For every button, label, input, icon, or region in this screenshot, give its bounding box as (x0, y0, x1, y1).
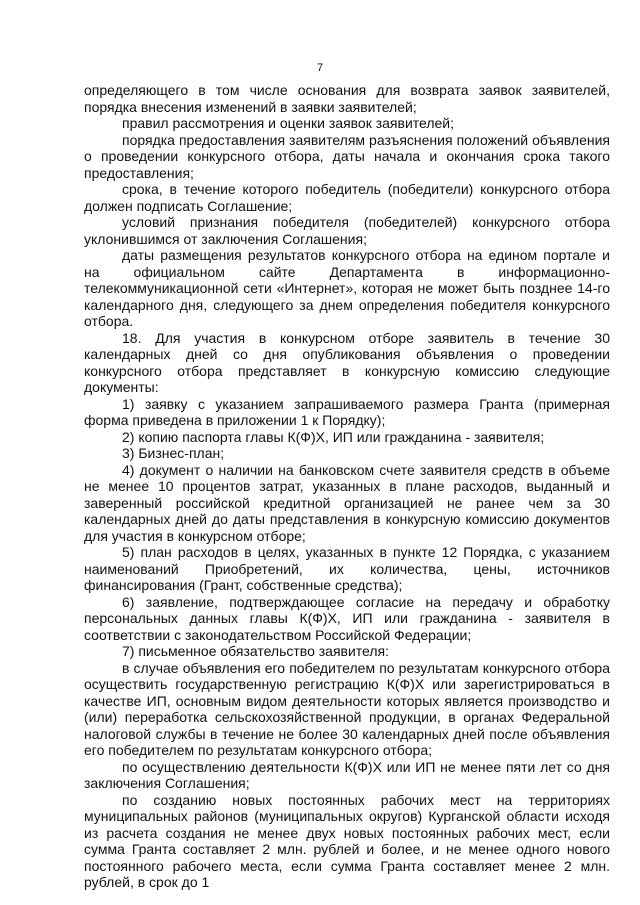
paragraph: 18. Для участия в конкурсном отборе заявитель в течение 30 календарных дней со дня опубликования объявления о проведении конкурсного отбора представляет в конкурсную комиссию следующие документы: (84, 329, 610, 395)
list-item: 6) заявление, подтверждающее согласие на передачу и обработку персональных данных главы К(Ф)Х, ИП или гражданина - заявителя в соответствии с законодательством Российской Федерации; (84, 593, 610, 643)
paragraph: по осуществлению деятельности К(Ф)Х или ИП не менее пяти лет со дня заключения Соглашения; (84, 758, 610, 791)
list-item: 2) копию паспорта главы К(Ф)Х, ИП или гражданина - заявителя; (122, 428, 545, 445)
list-item: 7) письменное обязательство заявителя: (122, 643, 390, 659)
list-item: 5) план расходов в целях, указанных в пункте 12 Порядка, с указанием наименований Приобретений, их количества, цены, источников финансирования (Грант, собственные средства); (84, 544, 610, 593)
document-body (84, 82, 610, 891)
paragraph: в случае объявления его победителем по результатам конкурсного отбора осуществить государственную регистрацию К(Ф)Х или зарегистрироваться в качестве ИП, основным видом деятельности которых является производство и (или) переработка сельскохозяйственной продукции, в органах Федеральной налоговой службы в течение не более 30 календарных дней после объявления его победителем по результатам конкурсного отбора; (84, 659, 610, 758)
paragraph: порядка предоставления заявителям разъяснения положений объявления о проведении конкурсного отбора, даты начала и окончания срока такого предоставления; (84, 131, 610, 181)
paragraph: даты размещения результатов конкурсного отбора на едином портале и на официальном сайте Департамента в информационно-телекоммуникационной сети «Интернет», которая не может быть позднее 14-го календарного дня, следующего за днем определения победителя конкурсного отбора. (84, 247, 610, 329)
paragraph: по созданию новых постоянных рабочих мест на территориях муниципальных районов (муниципальных округов) Курганской области исходя из расчета создания не менее двух новых постоянных рабочих мест, если сумма Гранта составляет 2 млн. рублей и более, и не менее одного нового постоянного рабочего места, если сумма Гранта составляет менее 2 млн. рублей, в срок до 1 (84, 791, 610, 890)
list-item: 3) Бизнес-план; (122, 445, 225, 461)
list-item: 4) документ о наличии на банковском счете заявителя средств в объеме не менее 10 процентов затрат, указанных в плане расходов, выданный и заверенный российской кредитной организацией не ранее чем за 30 календарных дней до даты представления в конкурсную комиссию документов для участия в конкурсном отборе; (84, 461, 610, 544)
paragraph: правил рассмотрения и оценки заявок заявителей; (122, 115, 455, 131)
paragraph: определяющего в том числе основания для возврата заявок заявителей, порядка внесения изменений в заявки заявителей; (84, 82, 610, 115)
paragraph: срока, в течение которого победитель (победители) конкурсного отбора должен подписать Соглашение; (84, 181, 610, 214)
paragraph: условий признания победителя (победителей) конкурсного отбора уклонившимся от заключения Соглашения; (84, 214, 610, 247)
page-number: 7 (316, 62, 324, 74)
list-item: 1) заявку с указанием запрашиваемого размера Гранта (примерная форма приведена в приложении 1 к Порядку); (84, 395, 610, 428)
